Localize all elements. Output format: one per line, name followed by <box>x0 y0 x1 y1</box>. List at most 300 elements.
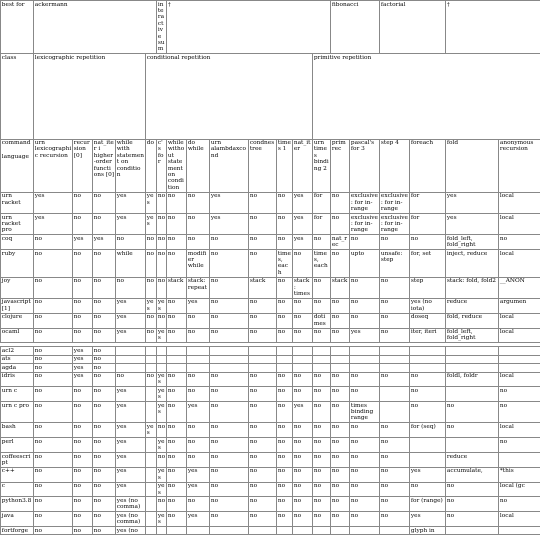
feature-cell: no <box>277 482 293 497</box>
feature-cell: times, each <box>277 250 293 278</box>
feature-cell: no <box>277 235 293 250</box>
feature-cell: yes <box>293 214 313 235</box>
feature-cell: no <box>446 497 499 512</box>
table-row <box>1 453 540 468</box>
feature-cell: no <box>350 467 380 482</box>
feature-cell: no <box>313 438 331 453</box>
feature-cell: no <box>313 467 331 482</box>
feature-cell: no <box>167 497 187 512</box>
language-name-cell: perl <box>1 438 34 453</box>
table-row <box>1 328 540 343</box>
feature-cell <box>167 347 187 355</box>
feature-cell: fold_left, fold_right <box>446 328 499 343</box>
feature-cell <box>410 453 446 468</box>
language-name-cell: acl2 <box>1 347 34 355</box>
language-name-cell: urn racket pro <box>1 214 34 235</box>
feature-cell: no <box>210 482 249 497</box>
feature-cell: no <box>93 387 116 402</box>
feature-cell: yes <box>157 328 167 343</box>
feature-cell: local <box>499 214 540 235</box>
command-column-header: while without statement on condition <box>167 139 187 192</box>
feature-cell: yes <box>73 347 93 355</box>
feature-cell: no <box>380 277 410 298</box>
feature-cell <box>446 364 499 372</box>
feature-cell: local <box>499 512 540 527</box>
feature-cell <box>157 364 167 372</box>
feature-cell: no <box>277 387 293 402</box>
feature-cell: reduce <box>446 453 499 468</box>
feature-cell <box>146 453 157 468</box>
feature-cell: no <box>187 192 210 213</box>
feature-cell: no <box>34 313 73 328</box>
language-name-cell: fortforge <box>1 527 34 535</box>
feature-cell: no <box>93 438 116 453</box>
feature-cell: no <box>313 497 331 512</box>
language-name-cell: bash <box>1 423 34 438</box>
feature-cell: yes <box>210 192 249 213</box>
feature-cell: yes <box>73 235 93 250</box>
feature-cell: no <box>34 235 73 250</box>
feature-cell: no <box>34 438 73 453</box>
feature-cell: no <box>499 402 540 423</box>
feature-cell: local <box>499 372 540 387</box>
feature-cell: no <box>167 423 187 438</box>
feature-cell <box>410 438 446 453</box>
language-name-cell: python3.8 <box>1 497 34 512</box>
feature-cell: no <box>249 438 277 453</box>
header-group-cell: primitive repetition <box>313 54 540 139</box>
feature-cell: no <box>34 467 73 482</box>
feature-cell: no <box>293 497 313 512</box>
feature-cell: no <box>249 423 277 438</box>
feature-cell <box>350 347 380 355</box>
feature-cell: no <box>446 402 499 423</box>
feature-cell: yes <box>293 192 313 213</box>
feature-cell: no <box>34 347 73 355</box>
feature-cell: no <box>293 482 313 497</box>
feature-cell: yes <box>210 214 249 235</box>
feature-cell: yes <box>446 192 499 213</box>
feature-cell: yes <box>116 298 146 313</box>
feature-cell: no <box>380 467 410 482</box>
feature-cell: yes <box>73 372 93 387</box>
feature-cell: for (seq) <box>410 423 446 438</box>
feature-cell: no <box>313 328 331 343</box>
feature-cell: no <box>93 313 116 328</box>
feature-cell: no <box>210 387 249 402</box>
feature-cell: no <box>73 423 93 438</box>
feature-cell: no <box>410 482 446 497</box>
feature-cell: no <box>93 192 116 213</box>
feature-cell: yes <box>146 423 157 438</box>
command-column-header: condnestree <box>249 139 277 192</box>
feature-cell: no <box>499 438 540 453</box>
feature-cell <box>249 347 277 355</box>
feature-cell: yes (no comma) <box>116 497 146 512</box>
table-row <box>1 423 540 438</box>
language-name-cell: c <box>1 482 34 497</box>
feature-cell: yes <box>116 482 146 497</box>
feature-cell <box>116 364 146 372</box>
feature-cell: no <box>499 497 540 512</box>
feature-cell: no <box>410 387 446 402</box>
feature-cell <box>210 355 249 363</box>
feature-cell <box>293 355 313 363</box>
feature-cell: no <box>34 423 73 438</box>
feature-cell: no <box>210 402 249 423</box>
feature-cell: no <box>249 402 277 423</box>
command-column-header: times 1 <box>277 139 293 192</box>
feature-cell: no <box>34 387 73 402</box>
feature-cell: no <box>331 313 350 328</box>
feature-cell: yes <box>187 482 210 497</box>
feature-cell: no <box>93 482 116 497</box>
feature-cell: no <box>277 497 293 512</box>
feature-cell: no <box>331 387 350 402</box>
feature-cell: no <box>410 372 446 387</box>
feature-cell: no <box>34 364 73 372</box>
feature-cell: no <box>187 453 210 468</box>
feature-cell: local <box>499 328 540 343</box>
feature-cell: no <box>350 277 380 298</box>
feature-cell: no <box>410 402 446 423</box>
feature-cell: no <box>34 250 73 278</box>
feature-cell <box>331 355 350 363</box>
feature-cell <box>277 364 293 372</box>
command-column-header: fold <box>446 139 499 192</box>
feature-cell: no <box>350 438 380 453</box>
language-name-cell: agda <box>1 364 34 372</box>
feature-cell: no <box>249 497 277 512</box>
feature-cell: no <box>210 235 249 250</box>
feature-cell: stack: times <box>293 277 313 298</box>
feature-cell: no <box>73 313 93 328</box>
feature-cell: no <box>167 250 187 278</box>
feature-cell: no <box>446 512 499 527</box>
feature-cell: no <box>293 438 313 453</box>
feature-cell: for, set <box>410 250 446 278</box>
feature-cell <box>410 355 446 363</box>
header-label: best for <box>1 1 34 54</box>
feature-cell <box>499 364 540 372</box>
feature-cell: no <box>210 372 249 387</box>
language-name-cell: coq <box>1 235 34 250</box>
header-group-cell: interactive sum <box>157 1 167 54</box>
feature-cell: no <box>277 512 293 527</box>
feature-cell <box>331 347 350 355</box>
table-row <box>1 214 540 235</box>
feature-cell: yes <box>350 328 380 343</box>
feature-cell <box>331 364 350 372</box>
feature-cell: no <box>93 277 116 298</box>
feature-cell: no <box>210 497 249 512</box>
header-group-cell: conditional repetition <box>146 54 313 139</box>
command-column-header: do while <box>187 139 210 192</box>
feature-cell: no <box>277 467 293 482</box>
feature-cell: no <box>93 355 116 363</box>
feature-cell: yes <box>157 372 167 387</box>
feature-cell: yes <box>146 214 157 235</box>
command-column-header: while with statement on condition <box>116 139 146 192</box>
language-name-cell: ruby <box>1 250 34 278</box>
feature-cell <box>446 355 499 363</box>
feature-cell: no <box>157 497 167 512</box>
feature-cell: no <box>146 235 157 250</box>
feature-cell <box>293 347 313 355</box>
table-row <box>1 467 540 482</box>
feature-cell: no <box>277 192 293 213</box>
feature-cell <box>146 438 157 453</box>
language-name-cell: ocaml <box>1 328 34 343</box>
feature-cell: nat_rec <box>331 235 350 250</box>
feature-cell <box>146 364 157 372</box>
feature-cell: no <box>277 214 293 235</box>
feature-cell: no <box>93 372 116 387</box>
feature-cell: no <box>73 467 93 482</box>
feature-cell <box>210 364 249 372</box>
header-group-cell: lexicographic repetition <box>34 54 146 139</box>
feature-cell: no <box>34 497 73 512</box>
feature-cell: no <box>34 298 73 313</box>
feature-cell: no <box>34 355 73 363</box>
feature-cell: local <box>499 250 540 278</box>
feature-cell: no <box>146 277 157 298</box>
feature-cell: no <box>73 438 93 453</box>
table-row <box>1 355 540 363</box>
feature-cell: no <box>249 313 277 328</box>
feature-cell: no <box>380 453 410 468</box>
feature-cell: no <box>277 402 293 423</box>
feature-cell: no <box>93 467 116 482</box>
feature-cell: no <box>210 298 249 313</box>
feature-cell: no <box>34 527 73 535</box>
feature-cell: no <box>293 328 313 343</box>
feature-cell: yes <box>116 387 146 402</box>
feature-cell: no <box>167 482 187 497</box>
feature-cell: no <box>93 497 116 512</box>
command-column-header: step 4 <box>380 139 410 192</box>
feature-cell: no <box>313 298 331 313</box>
feature-cell: no <box>93 298 116 313</box>
feature-cell: no <box>93 328 116 343</box>
feature-cell: for (range) <box>410 497 446 512</box>
feature-cell <box>331 527 350 535</box>
feature-cell: foldl, foldr <box>446 372 499 387</box>
feature-cell: no <box>187 438 210 453</box>
table-row <box>1 482 540 497</box>
feature-cell <box>146 527 157 535</box>
header-group-cell: factorial <box>380 1 446 54</box>
language-name-cell: java <box>1 512 34 527</box>
feature-cell: no <box>167 192 187 213</box>
feature-cell: no <box>446 482 499 497</box>
feature-cell: stack <box>331 277 350 298</box>
feature-cell: no <box>34 328 73 343</box>
feature-cell: iter, iteri <box>410 328 446 343</box>
command-column-header: recursion [0] <box>73 139 93 192</box>
feature-cell: no <box>380 298 410 313</box>
feature-cell: yes <box>293 235 313 250</box>
feature-cell: no <box>380 328 410 343</box>
feature-cell: no <box>249 387 277 402</box>
feature-cell: no <box>249 372 277 387</box>
header-row-command <box>1 139 540 192</box>
feature-cell: reduce <box>446 298 499 313</box>
table-row <box>1 364 540 372</box>
feature-cell: yes <box>116 467 146 482</box>
feature-cell <box>277 355 293 363</box>
feature-cell: no <box>277 298 293 313</box>
feature-cell: no <box>167 438 187 453</box>
language-name-cell: javascript [1] <box>1 298 34 313</box>
language-name-cell: urn c <box>1 387 34 402</box>
feature-cell: no <box>313 402 331 423</box>
feature-cell: no <box>93 423 116 438</box>
feature-cell: no <box>380 482 410 497</box>
feature-cell <box>313 355 331 363</box>
feature-cell: yes <box>146 192 157 213</box>
feature-cell: yes <box>410 467 446 482</box>
feature-cell: no <box>210 328 249 343</box>
table-row <box>1 347 540 355</box>
table-row <box>1 298 540 313</box>
table-row <box>1 438 540 453</box>
feature-cell: no <box>73 402 93 423</box>
feature-cell: local <box>499 423 540 438</box>
command-column-header: do <box>146 139 157 192</box>
feature-cell: no <box>293 387 313 402</box>
table-row <box>1 235 540 250</box>
feature-cell <box>157 527 167 535</box>
feature-cell: no <box>331 402 350 423</box>
feature-cell: no <box>167 402 187 423</box>
feature-cell <box>446 347 499 355</box>
feature-cell <box>187 527 210 535</box>
feature-cell <box>380 387 410 402</box>
feature-cell <box>350 355 380 363</box>
feature-cell: yes <box>187 467 210 482</box>
language-name-cell: c++ <box>1 467 34 482</box>
language-name-cell: urn c pro <box>1 402 34 423</box>
feature-cell: fold_left, fold_right <box>446 235 499 250</box>
feature-cell <box>277 527 293 535</box>
feature-cell: no <box>249 192 277 213</box>
feature-cell <box>380 527 410 535</box>
feature-cell: no <box>187 328 210 343</box>
feature-cell: no <box>293 467 313 482</box>
feature-cell <box>499 453 540 468</box>
feature-cell: no <box>249 512 277 527</box>
feature-cell: no <box>249 214 277 235</box>
feature-cell: no <box>73 192 93 213</box>
feature-cell: while <box>116 250 146 278</box>
feature-cell: no <box>93 250 116 278</box>
table-row <box>1 372 540 387</box>
feature-cell: yes <box>116 453 146 468</box>
feature-cell: no <box>277 328 293 343</box>
feature-cell: no <box>331 512 350 527</box>
header-row-class <box>1 54 540 139</box>
table-row <box>1 527 540 535</box>
feature-cell <box>146 482 157 497</box>
feature-cell: no <box>277 423 293 438</box>
feature-cell: yes <box>116 328 146 343</box>
header-group-cell: † <box>446 1 540 54</box>
feature-cell <box>499 527 540 535</box>
feature-cell: dotimes <box>313 313 331 328</box>
feature-cell: no <box>34 277 73 298</box>
feature-cell: no <box>499 235 540 250</box>
feature-cell <box>249 364 277 372</box>
language-name-cell: joy <box>1 277 34 298</box>
feature-cell: stack <box>249 277 277 298</box>
feature-cell: no <box>249 453 277 468</box>
feature-cell: yes <box>116 423 146 438</box>
feature-cell: no <box>93 347 116 355</box>
feature-cell: yes <box>146 298 157 313</box>
feature-cell: yes (no comma) <box>116 512 146 527</box>
feature-cell: upto <box>350 250 380 278</box>
feature-cell: no <box>73 512 93 527</box>
feature-cell: no <box>73 214 93 235</box>
feature-cell <box>116 347 146 355</box>
feature-cell: __ANON <box>499 277 540 298</box>
feature-cell: no <box>350 423 380 438</box>
feature-cell: stack <box>167 277 187 298</box>
feature-cell: stack: fold, fold2 <box>446 277 499 298</box>
feature-cell <box>293 364 313 372</box>
command-label: command <box>2 140 32 146</box>
feature-cell: no <box>331 482 350 497</box>
feature-cell <box>380 347 410 355</box>
feature-cell: no <box>293 512 313 527</box>
feature-cell <box>210 527 249 535</box>
feature-cell: no <box>293 453 313 468</box>
feature-cell: inject, reduce <box>446 250 499 278</box>
table-row <box>1 192 540 213</box>
feature-cell: no <box>380 512 410 527</box>
feature-cell: no <box>157 453 167 468</box>
feature-cell: no <box>331 423 350 438</box>
feature-cell <box>350 527 380 535</box>
feature-cell <box>146 387 157 402</box>
feature-cell: no <box>380 497 410 512</box>
feature-cell: no <box>187 235 210 250</box>
feature-cell: times, each <box>313 250 331 278</box>
feature-cell: no <box>167 467 187 482</box>
feature-cell <box>167 527 187 535</box>
language-name-cell: clojure <box>1 313 34 328</box>
feature-cell: no <box>313 453 331 468</box>
feature-cell: no <box>410 235 446 250</box>
feature-cell: no <box>167 214 187 235</box>
feature-cell: exclusive: for in-range <box>350 214 380 235</box>
feature-cell: no <box>313 372 331 387</box>
feature-cell: yes <box>116 313 146 328</box>
feature-cell <box>410 364 446 372</box>
table-row <box>1 497 540 512</box>
feature-cell: no <box>167 235 187 250</box>
feature-cell: no <box>350 497 380 512</box>
feature-cell: yes <box>157 438 167 453</box>
feature-cell: no <box>167 313 187 328</box>
feature-cell: no <box>167 512 187 527</box>
feature-cell: yes <box>293 402 313 423</box>
feature-cell: exclusive: for in-range <box>380 192 410 213</box>
feature-cell: no <box>350 512 380 527</box>
feature-cell: no <box>249 482 277 497</box>
feature-cell: no <box>157 192 167 213</box>
